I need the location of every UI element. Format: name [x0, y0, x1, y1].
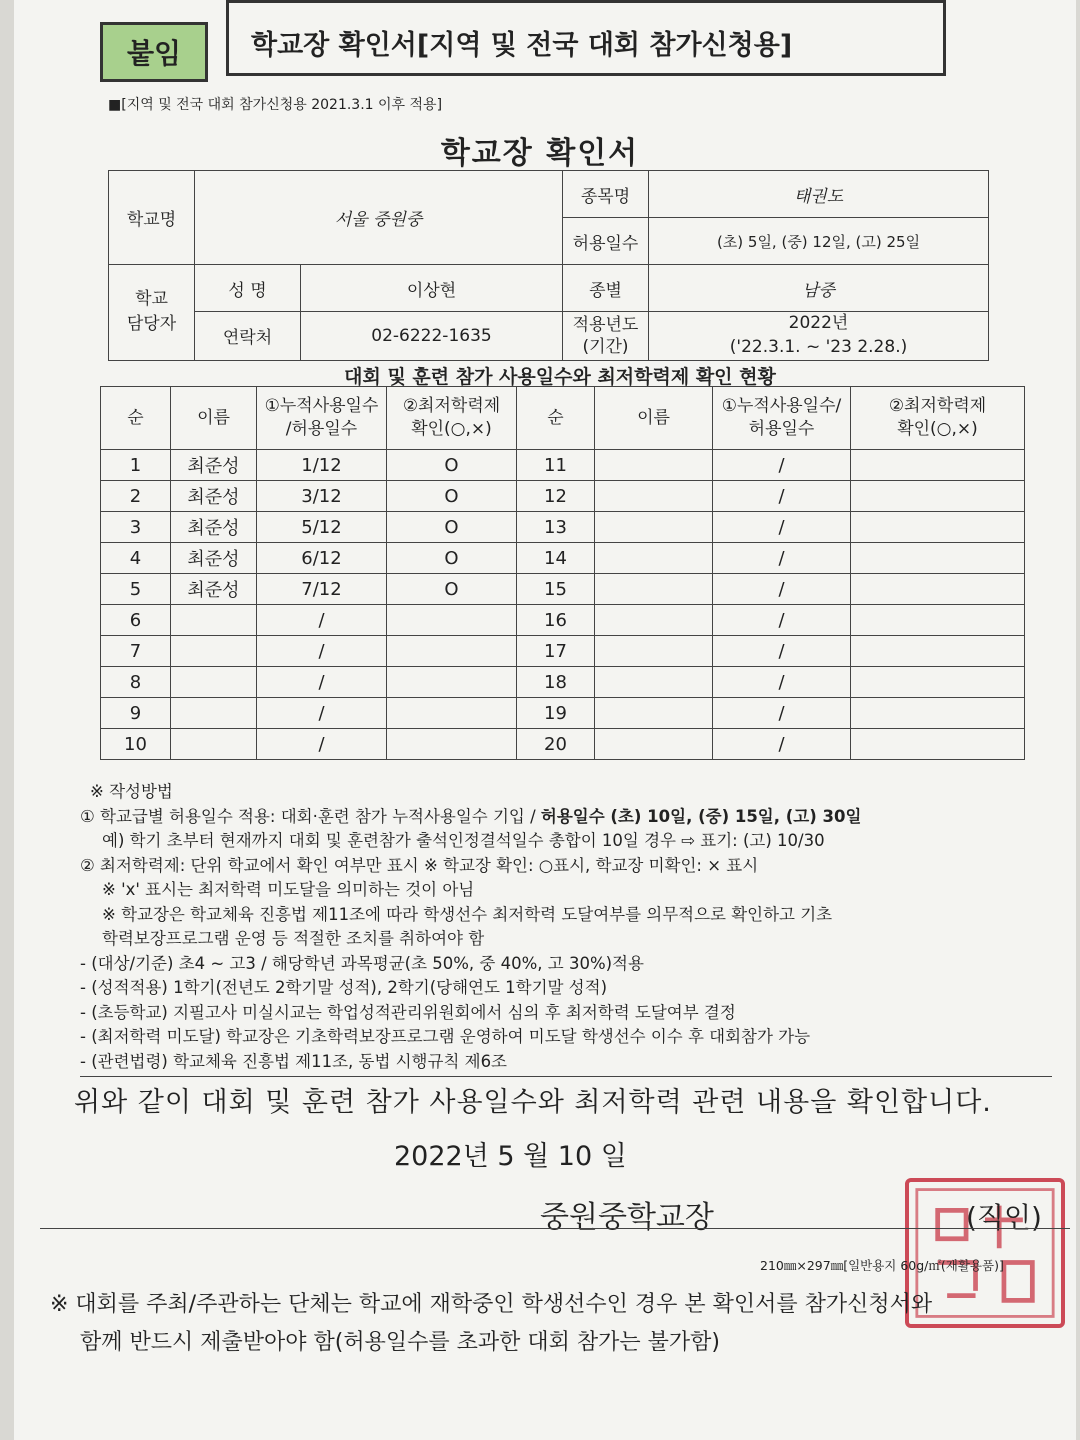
status-row: [101, 512, 1025, 543]
row-days: 6/12: [257, 543, 387, 574]
row-check-right: [851, 574, 1025, 605]
detail-2: - (성적적용) 1학기(전년도 2학기말 성적), 2학기(당해연도 1학기말 성적): [80, 978, 608, 997]
paper-spec: 210㎜×297㎜[일반용지 60g/㎡(재활용품)]: [760, 1258, 1004, 1273]
row-check-right: [851, 512, 1025, 543]
sport-value: 태권도: [649, 171, 989, 218]
row-days: /: [257, 698, 387, 729]
row-name-right: [595, 636, 713, 667]
row-check: [387, 729, 517, 760]
row-number-right: 16: [517, 605, 595, 636]
note-4: ※ 학교장은 학교체육 진흥법 제11조에 따라 학생선수 최저학력 도달여부를 의무적으로 확인하고 기초: [102, 904, 833, 924]
col-no: 순: [101, 387, 171, 450]
row-name: 최준성: [171, 512, 257, 543]
issue-date: 2022년 5 월 10 일: [394, 1141, 627, 1172]
row-check-right: [851, 605, 1025, 636]
row-days-right: /: [713, 574, 851, 605]
attachment-badge: 붙임: [100, 22, 208, 82]
writing-instructions: [80, 780, 1050, 1074]
row-name-right: [595, 698, 713, 729]
col-days: ①누적사용일수 /허용일수: [257, 387, 387, 450]
status-row: [101, 450, 1025, 481]
row-name: [171, 729, 257, 760]
detail-3: - (초등학교) 지필고사 미실시교는 학업성적관리위원회에서 심의 후 최저학력 도달여부 결정: [80, 1002, 736, 1022]
row-number: 1: [101, 450, 171, 481]
confirmation-statement: 위와 같이 대회 및 훈련 참가 사용일수와 최저학력 관련 내용을 확인합니다.: [74, 1087, 992, 1118]
col-no-right: 순: [517, 387, 595, 450]
row-number: 5: [101, 574, 171, 605]
status-title: 대회 및 훈련 참가 사용일수와 최저학력제 확인 현황: [344, 366, 776, 388]
detail-5: - (관련법령) 학교체육 진흥법 제11조, 동법 시행규칙 제6조: [80, 1051, 507, 1071]
row-days-right: /: [713, 729, 851, 760]
year-value-period: ('22.3.1. ~ '23 2.28.): [729, 336, 908, 357]
footer-line-2: 함께 반드시 제출받아야 함(허용일수를 초과한 대회 참가는 불가함): [80, 1330, 720, 1355]
manager-name-value: 이상현: [301, 265, 563, 312]
row-check-right: [851, 481, 1025, 512]
status-row: [101, 481, 1025, 512]
note-3: ※ 'x' 표시는 최저학력 미도달을 의미하는 것이 아님: [102, 880, 475, 899]
row-number-right: 14: [517, 543, 595, 574]
row-number-right: 19: [517, 698, 595, 729]
principal-signature: 중원중학교장: [540, 1200, 714, 1235]
col-check: ②최저학력제 확인(○,×): [387, 387, 517, 450]
document-title: 학교장 확인서: [440, 136, 640, 171]
contact-value: 02-6222-1635: [301, 312, 563, 361]
row-name: [171, 667, 257, 698]
col-check-right: ②최저학력제 확인(○,×): [851, 387, 1025, 450]
row-check: O: [387, 543, 517, 574]
row-name: [171, 605, 257, 636]
info-table: [108, 170, 989, 361]
year-value: [649, 312, 989, 361]
row-check: O: [387, 481, 517, 512]
divider-top: [80, 1076, 1052, 1077]
status-table: [100, 386, 1025, 760]
school-name-label: 학교명: [109, 171, 195, 265]
row-name-right: [595, 543, 713, 574]
col-days-right: ①누적사용일수/ 허용일수: [713, 387, 851, 450]
row-days: /: [257, 729, 387, 760]
status-row: [101, 543, 1025, 574]
row-check-right: [851, 667, 1025, 698]
footer-notice: [50, 1286, 1040, 1362]
sport-label: 종목명: [563, 171, 649, 218]
row-check-right: [851, 636, 1025, 667]
manager-label: 학교 담당자: [109, 265, 195, 361]
row-name: 최준성: [171, 543, 257, 574]
row-check: [387, 667, 517, 698]
row-name-right: [595, 605, 713, 636]
row-check: [387, 636, 517, 667]
status-row: [101, 605, 1025, 636]
row-number: 10: [101, 729, 171, 760]
row-days-right: /: [713, 512, 851, 543]
row-name-right: [595, 512, 713, 543]
col-name-right: 이름: [595, 387, 713, 450]
row-number: 2: [101, 481, 171, 512]
row-check: O: [387, 512, 517, 543]
row-name: 최준성: [171, 450, 257, 481]
note-1: [80, 805, 1050, 830]
scope-note: ■[지역 및 전국 대회 참가신청용 2021.3.1 이후 적용]: [108, 97, 443, 113]
row-check: [387, 605, 517, 636]
row-days: /: [257, 636, 387, 667]
row-days-right: /: [713, 481, 851, 512]
row-number-right: 17: [517, 636, 595, 667]
row-name: 최준성: [171, 574, 257, 605]
row-days-right: /: [713, 667, 851, 698]
row-check: [387, 698, 517, 729]
note-5: 학력보장프로그램 운영 등 적절한 조치를 취하여야 함: [102, 929, 485, 948]
header-title: 학교장 확인서[지역 및 전국 대회 참가신청용]: [226, 0, 946, 76]
row-days: 7/12: [257, 574, 387, 605]
note-1-text: ① 학교급별 허용일수 적용: 대회·훈련 참가 누적사용일수 기입 /: [80, 806, 541, 826]
col-name: 이름: [171, 387, 257, 450]
school-name-value: 서울 중원중: [195, 171, 563, 265]
row-number: 8: [101, 667, 171, 698]
status-row: [101, 574, 1025, 605]
note-1-example: 예) 학기 초부터 현재까지 대회 및 훈련참가 출석인정결석일수 총합이 10일 경우 ⇨ 표기: (고) 10/30: [102, 831, 825, 850]
footer-line-1: ※ 대회를 주최/주관하는 단체는 학교에 재학중인 학생선수인 경우 본 확인서를 참가신청서와: [50, 1292, 933, 1317]
allowed-days-label: 허용일수: [563, 218, 649, 265]
row-days-right: /: [713, 605, 851, 636]
contact-label: 연락처: [195, 312, 301, 361]
divider-bottom: [40, 1228, 1070, 1229]
note-2: ② 최저학력제: 단위 학교에서 확인 여부만 표시 ※ 학교장 확인: ○표시, 학교장 미확인: × 표시: [80, 855, 759, 875]
row-check: O: [387, 574, 517, 605]
row-name-right: [595, 450, 713, 481]
category-value: 남중: [649, 265, 989, 312]
row-check-right: [851, 698, 1025, 729]
status-row: [101, 667, 1025, 698]
year-label: 적용년도 (기간): [563, 312, 649, 361]
row-name-right: [595, 481, 713, 512]
detail-4: - (최저학력 미도달) 학교장은 기초학력보장프로그램 운영하여 미도달 학생선수 이수 후 대회참가 가능: [80, 1027, 811, 1046]
row-name: [171, 636, 257, 667]
row-number: 3: [101, 512, 171, 543]
row-days-right: /: [713, 698, 851, 729]
row-days: /: [257, 605, 387, 636]
row-number: 6: [101, 605, 171, 636]
year-value-year: 2022년: [788, 313, 849, 333]
row-check: O: [387, 450, 517, 481]
status-row: [101, 698, 1025, 729]
notes-heading: ※ 작성방법: [90, 782, 173, 801]
row-days-right: /: [713, 543, 851, 574]
row-number: 9: [101, 698, 171, 729]
manager-name-label: 성 명: [195, 265, 301, 312]
row-name-right: [595, 729, 713, 760]
row-number-right: 13: [517, 512, 595, 543]
row-number: 4: [101, 543, 171, 574]
row-days: 3/12: [257, 481, 387, 512]
row-check-right: [851, 729, 1025, 760]
row-name-right: [595, 574, 713, 605]
detail-1: - (대상/기준) 초4 ~ 고3 / 해당학년 과목평균(초 50%, 중 40%, 고 30%)적용: [80, 953, 644, 973]
note-1-bold: 허용일수 (초) 10일, (중) 15일, (고) 30일: [540, 806, 862, 826]
row-check-right: [851, 450, 1025, 481]
row-days-right: /: [713, 636, 851, 667]
status-row: [101, 729, 1025, 760]
row-number-right: 20: [517, 729, 595, 760]
status-row: [101, 636, 1025, 667]
row-number-right: 18: [517, 667, 595, 698]
seal-label: (직인): [966, 1201, 1042, 1234]
row-number: 7: [101, 636, 171, 667]
row-number-right: 11: [517, 450, 595, 481]
row-name: [171, 698, 257, 729]
row-days: 5/12: [257, 512, 387, 543]
row-number-right: 12: [517, 481, 595, 512]
category-label: 종별: [563, 265, 649, 312]
row-name: 최준성: [171, 481, 257, 512]
row-name-right: [595, 667, 713, 698]
row-number-right: 15: [517, 574, 595, 605]
allowed-days-value: (초) 5일, (중) 12일, (고) 25일: [649, 218, 989, 265]
row-days: /: [257, 667, 387, 698]
row-check-right: [851, 543, 1025, 574]
row-days: 1/12: [257, 450, 387, 481]
row-days-right: /: [713, 450, 851, 481]
